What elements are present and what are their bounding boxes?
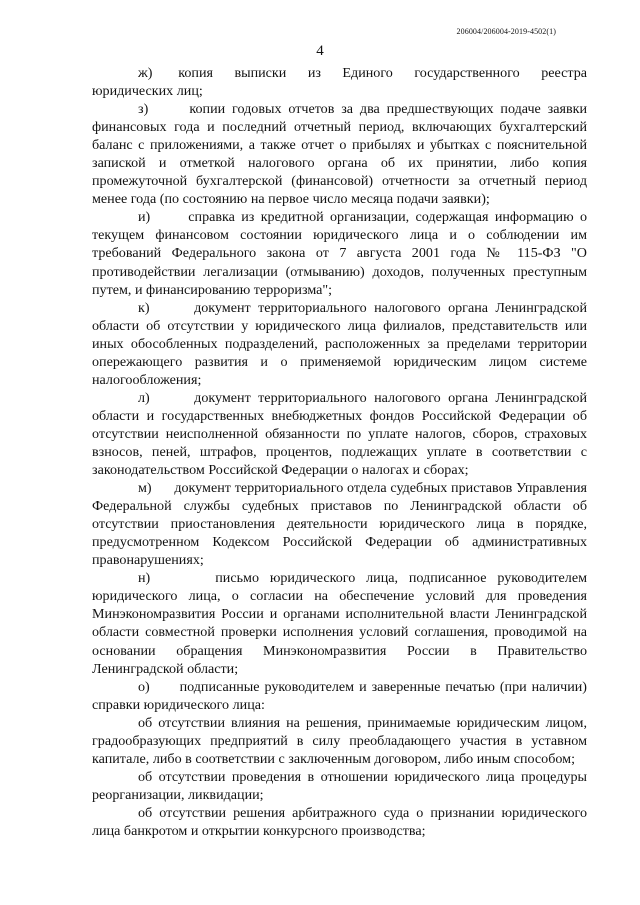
page-number: 4 <box>316 43 324 59</box>
paragraph-item-i: и) справка из кредитной организации, содержащая информацию о текущем финансовом состоянии юридического лица и о соблюдении им требований Федерального закона от 7 августа 2001 года № 115-ФЗ "О противодействии легализации (отмыванию) доходов, полученных преступным путем, и финансированию терроризма"; <box>92 209 587 298</box>
paragraph-item-o: о) подписанные руководителем и заверенные печатью (при наличии) справки юридического лица: <box>92 678 587 713</box>
document-body <box>92 64 587 840</box>
paragraph-item-n: н) письмо юридического лица, подписанное руководителем юридического лица, о согласии на обеспечение условий для проведения Минэкономразвития России и органами исполнительной власти Ленинградской области совместной проверки исполнения условий соглашения, проводимой на основании обращения Минэкономразвития России в Правительство Ленинградской области; <box>92 570 587 677</box>
paragraph-item-zh: ж) копия выписки из Единого государственного реестра юридических лиц; <box>92 65 587 100</box>
paragraph-reorganization: об отсутствии проведения в отношении юридического лица процедуры реорганизации, ликвидации; <box>92 768 587 803</box>
paragraph-item-z: з) копии годовых отчетов за два предшествующих подаче заявки финансовых года и последний отчетный период, включающих бухгалтерский баланс с приложениями, а также отчет о прибылях и убытках с пояснительной запиской и отметкой налогового органа об их принятии, либо копия промежуточной бухгалтерской (финансовой) отчетности за отчетный период менее года (по состоянию на первое число месяца подачи заявки); <box>92 101 587 208</box>
paragraph-item-k: к) документ территориального налогового органа Ленинградской области об отсутствии у юридического лица филиалов, представительств или иных обособленных подразделений, расположенных за пределами территории опережающего развития и о применяемой юридическим лицом системе налогообложения; <box>92 299 587 388</box>
paragraph-item-l: л) документ территориального налогового органа Ленинградской области и государственных внебюджетных фондов Российской Федерации об отсутствии неисполненной обязанности по уплате налогов, сборов, страховых взносов, пеней, штрафов, процентов, подлежащих уплате в соответствии с законодательством Российской Федерации о налогах и сборах; <box>92 389 587 479</box>
paragraph-influence: об отсутствии влияния на решения, принимаемые юридическим лицом, градообразующих предприятий в силу преобладающего участия в уставном капитале, либо в соответствии с заключенным договором, либо иным способом; <box>92 714 587 767</box>
paragraph-item-m: м) документ территориального отдела судебных приставов Управления Федеральной службы судебных приставов по Ленинградской области об отсутствии приостановления деятельности юридического лица в порядке, предусмотренном Кодексом Российской Федерации об административных правонарушениях; <box>92 480 587 569</box>
paragraph-bankruptcy: об отсутствии решения арбитражного суда о признании юридического лица банкротом и открытии конкурсного производства; <box>92 804 587 839</box>
document-id: 206004/206004-2019-4502(1) <box>456 27 556 36</box>
